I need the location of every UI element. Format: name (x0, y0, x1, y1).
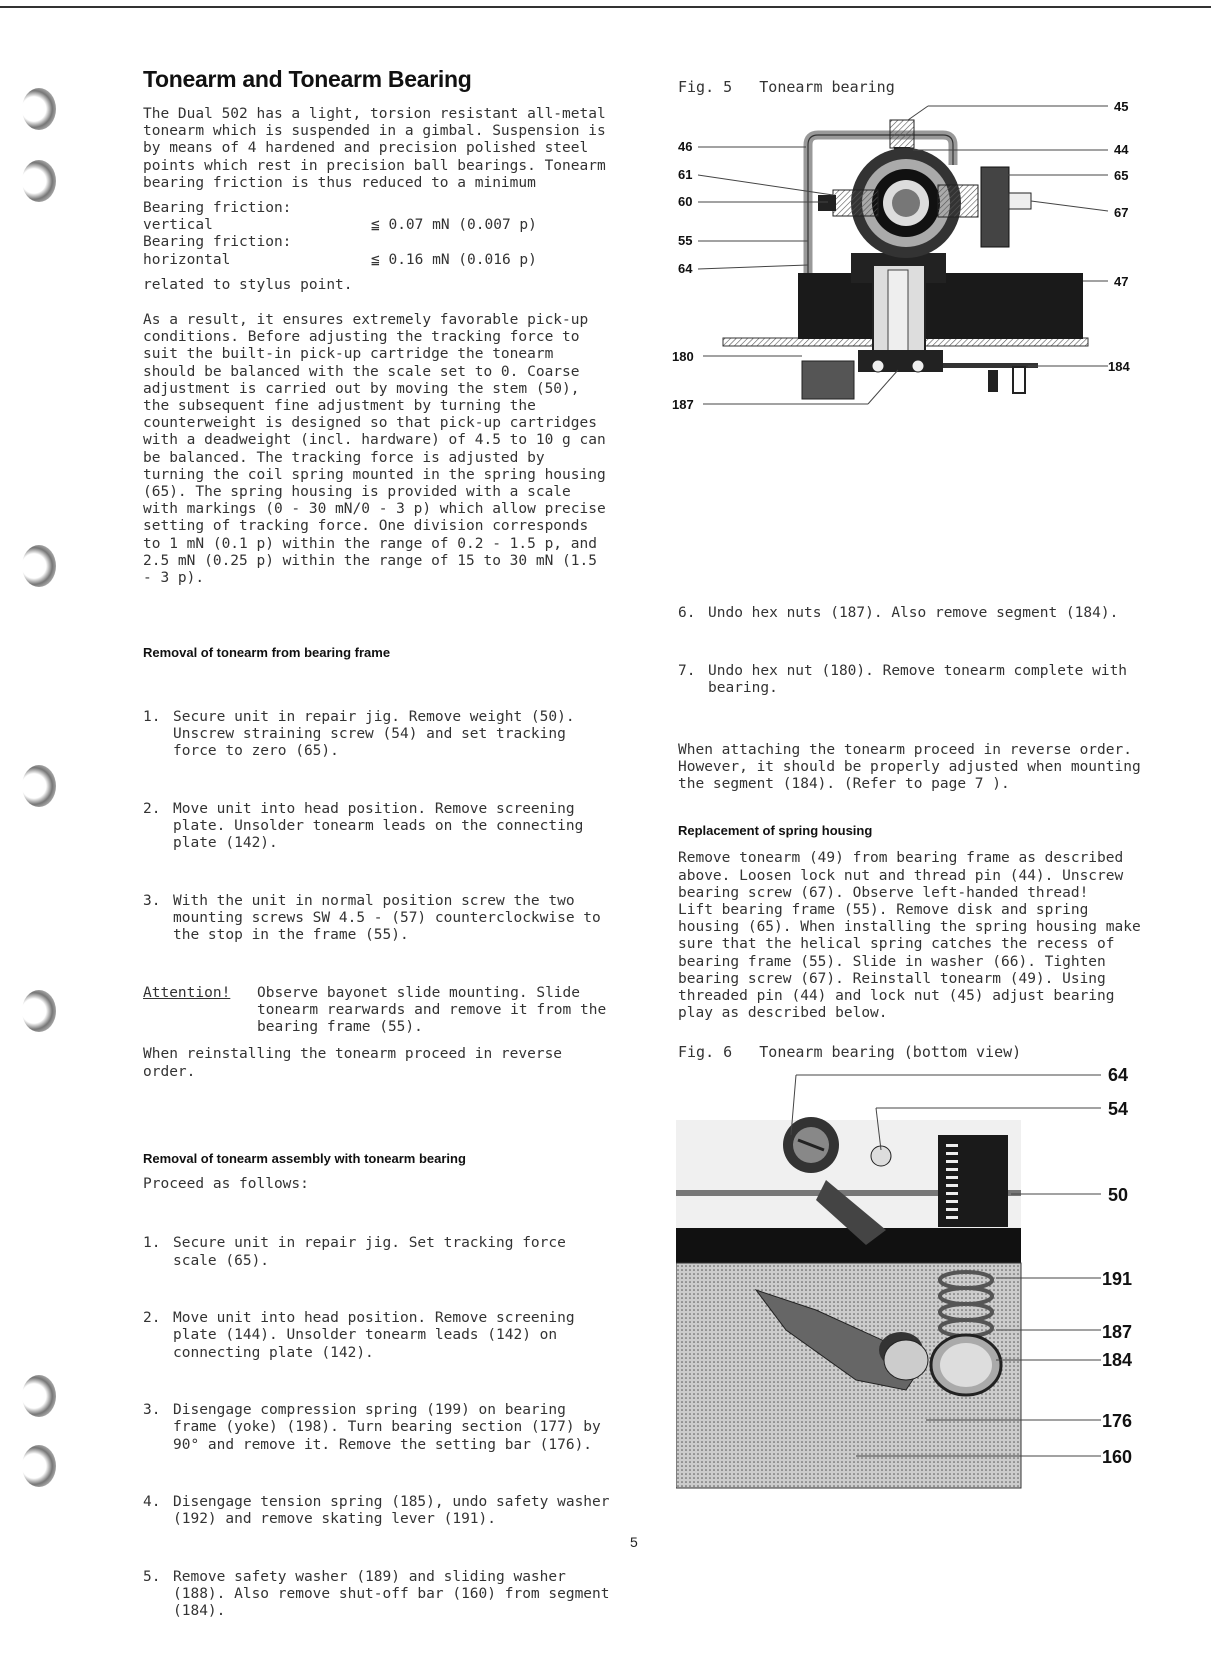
callout-label: 50 (1108, 1185, 1129, 1205)
callout-label: 54 (1108, 1099, 1129, 1119)
reinstall-text: When reinstalling the tonearm proceed in reverse order. (143, 1046, 571, 1080)
spec-row (143, 234, 613, 268)
callout-label: 187 (672, 397, 694, 412)
callout-label: 187 (1102, 1322, 1133, 1342)
binding-hole (22, 1375, 56, 1417)
right-column (678, 571, 1150, 1022)
attention-note (143, 985, 613, 1037)
section-heading-removal-assembly: Removal of tonearm assembly with tonearm bearing (143, 1150, 466, 1166)
binding-hole (22, 160, 56, 202)
list-item: 2. Move unit into head position. Remove screening plate (144). Unsolder tonearm leads (142) on connecting plate (142). (143, 1310, 584, 1361)
removal-assembly-steps (143, 1201, 619, 1661)
friction-specs (143, 200, 613, 269)
balance-paragraph: As a result, it ensures extremely favorable pick-up conditions. Before adjusting the tracking force to suit the built-in pick-up cartridge the tonearm should be balanced with the scale set to 0. Coarse adjustment is carried out by moving the stem (50), the subsequent fine adjustment by turning the counterweight is designed so that pick-up cartridges with a deadweight (incl. hardware) of 4.5 to 10 g can be balanced. The tracking force is adjusted by turning the coil spring mounted in the spring housing (65). The spring housing is provided with a scale with markings (0 - 30 mN/0 - 3 p) which allow precise setting of tracking force. One division corresponds to 1 mN (0.1 p) within the range of 0.2 - 1.5 p, and 2.5 mN (0.25 p) within the range of 15 to 30 mN (1.5 - 3 p). (143, 312, 615, 587)
list-item: 4. Disengage tension spring (185), undo safety washer (192) and remove skating lever (191). (143, 1494, 619, 1528)
fig6-right-labels (1102, 1065, 1132, 1467)
fig5-caption: Fig. 5 Tonearm bearing (678, 78, 895, 96)
attention-label: Attention! (143, 984, 231, 1001)
callout-label: 184 (1102, 1350, 1133, 1370)
binding-hole (22, 990, 56, 1032)
list-item: 1. Secure unit in repair jig. Set tracking force scale (65). (143, 1235, 575, 1269)
callout-label: 46 (678, 139, 693, 154)
left-column (143, 66, 619, 1661)
callout-label: 44 (1114, 142, 1129, 157)
list-item: 7. Undo hex nut (180). Remove tonearm complete with bearing. (678, 663, 1136, 697)
callout-label: 160 (1102, 1447, 1133, 1467)
attach-paragraph: When attaching the tonearm proceed in reverse order. However, it should be properly adjusted when mounting the segment (184). (Refer to page 7 ). (678, 741, 1150, 793)
list-item: 3. Disengage compression spring (199) on bearing frame (yoke) (198). Turn bearing section (177) by 90° and remove it. Remove the setting bar (176). (143, 1402, 610, 1453)
intro-paragraph: The Dual 502 has a light, torsion resistant all-metal tonearm which is suspended in a gimbal. Suspension is by means of 4 hardened and precision polished steel points which rest in precision ball bearings. Tonearm bearing friction is thus reduced to a minimum (143, 106, 615, 191)
binding-hole (22, 765, 56, 807)
callout-label: 67 (1114, 205, 1129, 220)
fig5-tonearm-bearing-diagram (668, 95, 1148, 425)
callout-label: 47 (1114, 274, 1129, 289)
list-item: 1. Secure unit in repair jig. Remove weight (50). Unscrew straining screw (54) and set tracking force to zero (65). (143, 708, 584, 760)
list-item: 2. Move unit into head position. Remove screening plate. Unsolder tonearm leads on the connecting plate (142). (143, 800, 593, 852)
spring-housing-text: Remove tonearm (49) from bearing frame as described above. Loosen lock nut and thread pin (44). Unscrew bearing screw (67). Observe left-handed thread! Lift bearing frame (55). Remove disk and spring housing (65). When installing the spring housing make sure that the helical spring catches the recess of bearing frame (55). Slide in washer (66). Tighten bearing screw (67). Reinstall tonearm (49). Using threaded pin (44) and lock nut (45) adjust bearing play as described below. (678, 850, 1141, 1022)
callout-label: 176 (1102, 1411, 1133, 1431)
related-text: related to stylus point. (143, 276, 353, 293)
callout-label: 64 (678, 261, 693, 276)
top-rule (0, 6, 1211, 8)
callout-label: 180 (672, 349, 694, 364)
right-steps (678, 571, 1143, 738)
list-item: 6. Undo hex nuts (187). Also remove segment (184). (678, 605, 1119, 622)
attention-text: Observe bayonet slide mounting. Slide tonearm rearwards and remove it from the bearing frame (55). (257, 984, 615, 1036)
spec-row (143, 200, 613, 234)
section-heading-spring-housing: Replacement of spring housing (678, 823, 873, 839)
spec-value: ≦ 0.16 mN (0.016 p) (371, 251, 537, 268)
spec-label: Bearing friction: vertical (143, 200, 292, 234)
binding-hole (22, 88, 56, 130)
callout-label: 61 (678, 167, 693, 182)
callout-label: 64 (1108, 1065, 1129, 1085)
section-heading-removal-frame: Removal of tonearm from bearing frame (143, 645, 391, 661)
callout-label: 184 (1108, 359, 1130, 374)
callout-label: 60 (678, 194, 693, 209)
binding-hole (22, 1445, 56, 1487)
binding-hole (22, 545, 56, 587)
page-number: 5 (630, 1534, 638, 1550)
fig5-left-labels (672, 139, 694, 412)
list-item: 3. With the unit in normal position screw the two mounting screws SW 4.5 - (57) counterclockwise to the stop in the frame (55). (143, 892, 610, 944)
list-item: 5. Remove safety washer (189) and sliding washer (188). Also remove shut-off bar (160) from segment (184). (143, 1569, 619, 1620)
callout-label: 55 (678, 233, 693, 248)
page-title: Tonearm and Tonearm Bearing (143, 66, 472, 92)
callout-label: 45 (1114, 99, 1129, 114)
callout-label: 65 (1114, 168, 1129, 183)
callout-label: 191 (1102, 1269, 1133, 1289)
fig5-right-labels (1108, 99, 1130, 374)
removal-frame-steps (143, 674, 613, 984)
spec-label: Bearing friction: horizontal (143, 234, 292, 268)
spec-value: ≦ 0.07 mN (0.007 p) (371, 217, 537, 234)
proceed-text: Proceed as follows: (143, 1175, 309, 1192)
fig6-caption: Fig. 6 Tonearm bearing (bottom view) (678, 1043, 1022, 1061)
fig6-bearing-bottom-view-diagram (676, 1060, 1156, 1490)
